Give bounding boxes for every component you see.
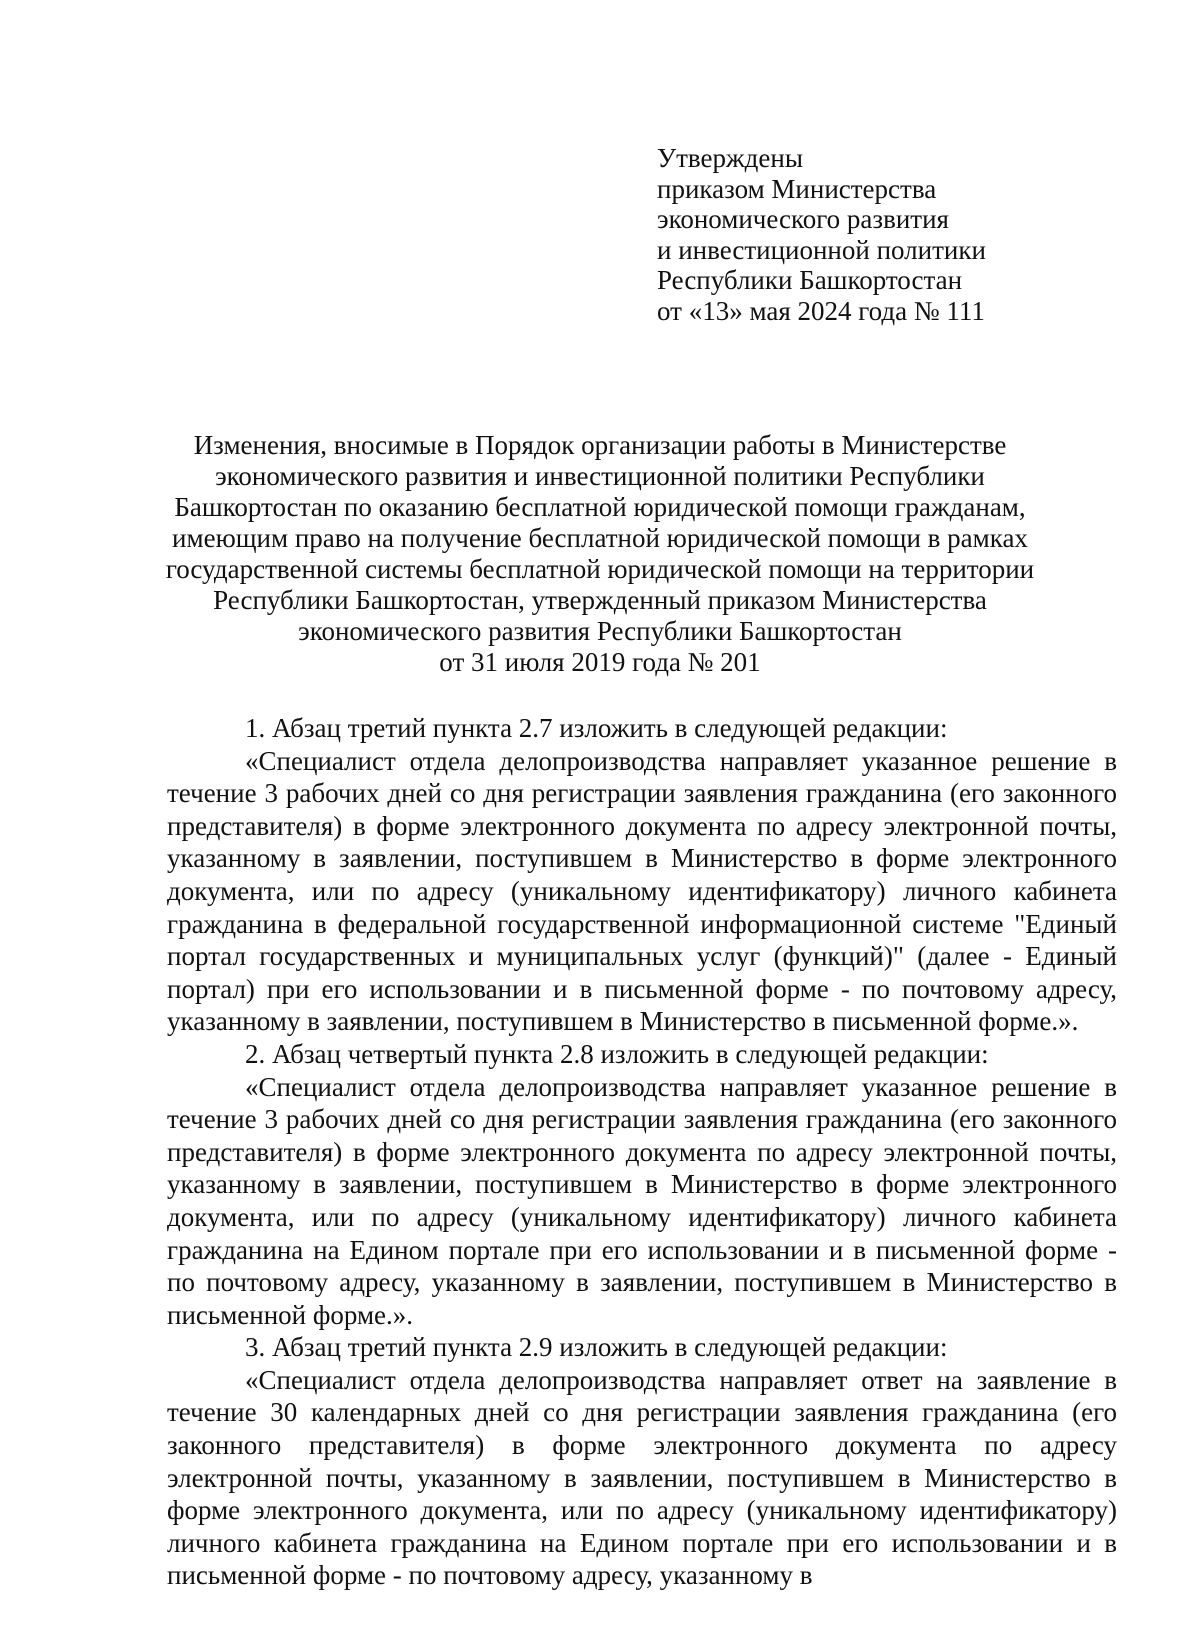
title-line: государственной системы бесплатной юридической помощи на территории [165, 554, 1035, 584]
approval-line: Утверждены [657, 143, 803, 173]
amendment-text-3: «Специалист отдела делопроизводства направляет ответ на заявление в течение 30 календарных дней со дня регистрации заявления гражданина (его законного представителя) в форме электронного документа по адресу электронной почты, указанному в заявлении, поступившем в Министерство в форме электронного документа, или по адресу (уникальному идентификатору) личного кабинета гражданина на Едином портале при его использовании и в письменной форме - по почтовому адресу, указанному в [167, 1364, 1117, 1591]
document-body [167, 712, 1117, 1592]
amendment-text-2: «Специалист отдела делопроизводства направляет указанное решение в течение 3 рабочих дней со дня регистрации заявления гражданина (его законного представителя) в форме электронного документа по адресу электронной почты, указанному в заявлении, поступившем в Министерство в форме электронного документа, или по адресу (уникальному идентификатору) личного кабинета гражданина на Едином портале при его использовании и в письменной форме - по почтовому адресу, указанному в заявлении, поступившем в Министерство в письменной форме.». [167, 1071, 1117, 1330]
title-line: имеющим право на получение бесплатной юридической помощи в рамках [172, 523, 1028, 553]
approval-line: Республики Башкортостан [657, 265, 963, 295]
title-line: Башкортостан по оказанию бесплатной юридической помощи гражданам, [174, 492, 1026, 522]
title-line: Изменения, вносимые в Порядок организации работы в Министерстве [193, 430, 1007, 460]
amendment-heading-2: 2. Абзац четвертый пункта 2.8 изложить в следующей редакции: [245, 1038, 989, 1069]
title-line: от 31 июля 2019 года № 201 [439, 647, 761, 677]
amendment-text-1: «Специалист отдела делопроизводства направляет указанное решение в течение 3 рабочих дней со дня регистрации заявления гражданина (его законного представителя) в форме электронного документа по адресу электронной почты, указанному в заявлении, поступившем в Министерство в форме электронного документа, или по адресу (уникальному идентификатору) личного кабинета гражданина в федеральной государственной информационной системе "Единый портал государственных и муниципальных услуг (функций)" (далее - Единый портал) при его использовании и в письменной форме - по почтовому адресу, указанному в заявлении, поступившем в Министерство в письменной форме.». [167, 745, 1117, 1037]
amendment-heading-3: 3. Абзац третий пункта 2.9 изложить в следующей редакции: [245, 1332, 948, 1363]
approval-line: приказом Министерства [657, 173, 937, 204]
title-line: экономического развития Республики Башкортостан [298, 616, 902, 646]
approval-stamp-block [657, 143, 986, 326]
title-line: Республики Башкортостан, утвержденный приказом Министерства [213, 585, 987, 615]
title-line: экономического развития и инвестиционной политики Республики [215, 461, 985, 491]
approval-line: и инвестиционной политики [657, 234, 986, 265]
approval-date-line: от «13» мая 2024 года № 111 [657, 295, 985, 326]
approval-line: экономического развития [657, 204, 949, 234]
amendment-heading-1: 1. Абзац третий пункта 2.7 изложить в следующей редакции: [245, 713, 948, 743]
document-title [150, 430, 1050, 678]
